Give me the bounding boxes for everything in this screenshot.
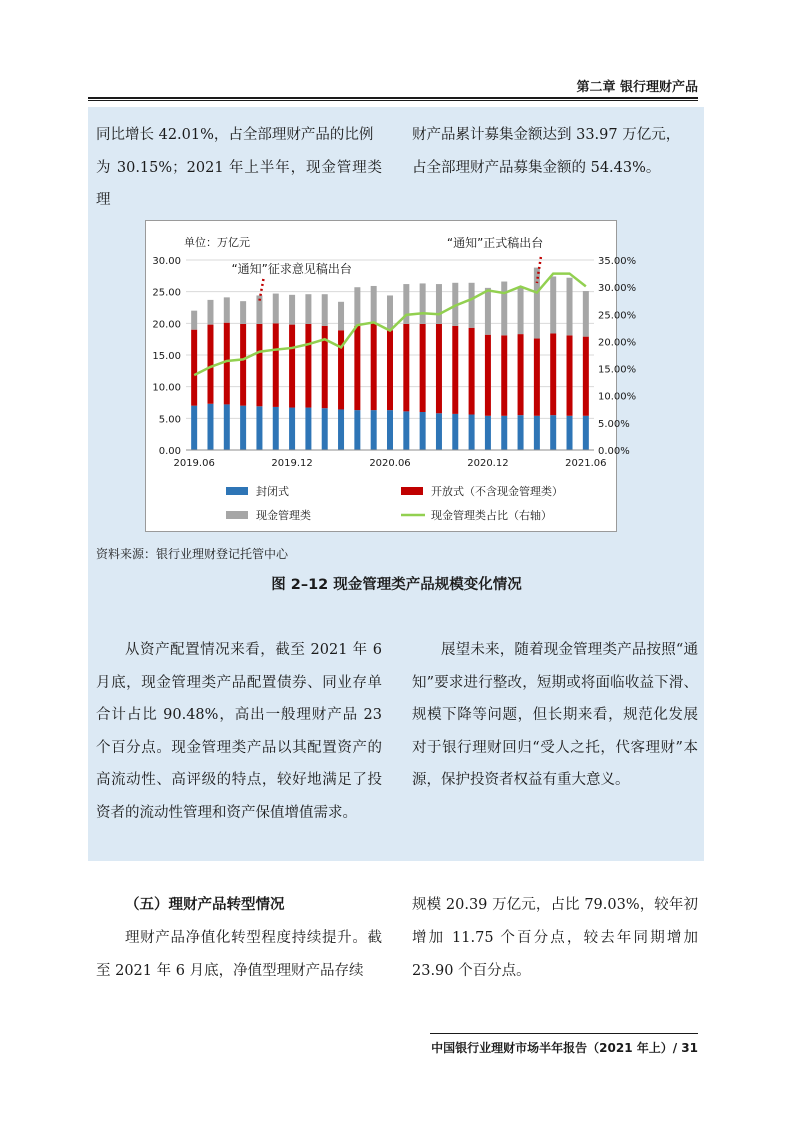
y2-tick-label: 30.00% — [598, 283, 637, 295]
section-left — [96, 889, 382, 988]
bar — [518, 415, 524, 450]
bar — [501, 282, 507, 336]
y2-tick-label: 25.00% — [598, 310, 637, 322]
bar — [583, 337, 589, 416]
bar — [485, 335, 491, 416]
y-tick-label: 0.00 — [158, 446, 181, 457]
unit-label: 单位：万亿元 — [184, 236, 250, 249]
bar — [224, 323, 230, 405]
y-tick-label: 15.00 — [152, 351, 181, 362]
y-tick-label: 5.00 — [158, 414, 181, 426]
legend-swatch — [226, 511, 248, 519]
bar — [436, 284, 442, 324]
box-bottom-right — [412, 634, 698, 797]
paragraph: 规模 20.39 万亿元，占比 79.03%，较年初增加 11.75 个百分点，较去年同期增加 23.90 个百分点。 — [412, 897, 698, 979]
bar — [420, 412, 426, 450]
bar — [256, 406, 262, 450]
bar — [583, 416, 589, 450]
y2-tick-label: 0.00% — [598, 446, 630, 457]
bar — [305, 324, 311, 408]
text-line: 占全部理财产品募集金额的 54.43%。 — [412, 159, 661, 176]
x-tick-label: 2020.12 — [467, 458, 509, 469]
paragraph: 从资产配置情况来看，截至 2021 年 6 月底，现金管理类产品配置债券、同业存单合计占比 90.48%，高出一般理财产品 23 个百分点。现金管理类产品以其配置资产的高流动性、高评级的特点，较好地满足了投资者的流动性管理和资产保值增值需求。 — [96, 642, 382, 821]
box-top-right — [412, 119, 698, 184]
legend-label: 现金管理类 — [256, 509, 311, 522]
bar — [354, 326, 360, 410]
bar — [420, 324, 426, 412]
bar — [485, 288, 491, 335]
bar — [240, 324, 246, 406]
legend — [226, 484, 563, 522]
bar — [469, 415, 475, 450]
y2-tick-label: 15.00% — [598, 364, 637, 376]
bar — [354, 287, 360, 326]
annotation-label: “通知”正式稿出台 — [446, 236, 544, 250]
chapter-header: 第二章 银行理财产品 — [576, 80, 698, 95]
text-line: 财产品累计募集金额达到 33.97 万亿元， — [412, 127, 681, 143]
bar — [518, 287, 524, 335]
bar — [338, 330, 344, 409]
figure-caption: 图 2–12 现金管理类产品规模变化情况 — [271, 577, 522, 593]
y2-tick-label: 35.00% — [598, 256, 637, 267]
bar — [191, 406, 197, 450]
bar — [289, 325, 295, 408]
bar — [371, 286, 377, 323]
legend-swatch — [226, 487, 248, 495]
bar — [567, 416, 573, 450]
bar — [550, 333, 556, 415]
y2-tick-label: 10.00% — [598, 391, 637, 403]
x-tick-label: 2019.12 — [271, 458, 313, 469]
bar — [289, 408, 295, 450]
bar — [518, 334, 524, 415]
page-footer: 中国银行业理财市场半年报告（2021 年上）/ 31 — [431, 1041, 698, 1055]
y2-tick-label: 20.00% — [598, 337, 637, 349]
bar — [550, 276, 556, 333]
bar — [534, 339, 540, 416]
source-note: 资料来源：银行业理财登记托管中心 — [96, 547, 289, 561]
bar — [224, 404, 230, 450]
bar — [534, 416, 540, 450]
box-top-left — [96, 119, 382, 217]
text-line: 为 30.15%；2021 年上半年，现金管理类理 — [96, 159, 382, 208]
bar — [485, 416, 491, 450]
annotation-label: “通知”征求意见稿出台 — [231, 262, 352, 276]
bar — [224, 297, 230, 322]
bar — [469, 328, 475, 415]
bar — [403, 411, 409, 450]
paragraph: 理财产品净值化转型程度持续提升。截至 2021 年 6 月底，净值型理财产品存续 — [96, 930, 382, 979]
bar — [452, 326, 458, 414]
bar — [256, 324, 262, 406]
bar — [403, 324, 409, 411]
bars — [191, 268, 589, 450]
legend-label: 封闭式 — [256, 485, 289, 498]
bar — [387, 410, 393, 450]
x-tick-label: 2019.06 — [173, 458, 215, 469]
bar — [207, 300, 213, 325]
header-rule-thin — [88, 100, 698, 101]
bar — [240, 406, 246, 450]
bar — [240, 301, 246, 324]
bar — [273, 407, 279, 450]
bar — [191, 311, 197, 330]
bar — [371, 410, 377, 450]
y-tick-label: 30.00 — [152, 256, 181, 267]
bar — [322, 294, 328, 326]
bar — [567, 278, 573, 336]
x-tick-label: 2020.06 — [369, 458, 411, 469]
bar — [273, 294, 279, 324]
bar — [207, 404, 213, 450]
bar — [191, 330, 197, 406]
legend-label: 开放式（不含现金管理类） — [431, 485, 563, 498]
chart-svg — [146, 221, 637, 531]
bar — [322, 408, 328, 450]
paragraph: 展望未来，随着现金管理类产品按照“通知”要求进行整改，短期或将面临收益下滑、规模下降等问题，但长期来看，规范化发展对于银行理财回归“受人之托，代客理财”本源，保护投资者权益有重大意义。 — [412, 642, 698, 788]
bar — [567, 335, 573, 415]
bar — [371, 323, 377, 410]
bar — [354, 410, 360, 450]
legend-label: 现金管理类占比（右轴） — [431, 509, 552, 522]
bar — [420, 283, 426, 324]
bar — [501, 416, 507, 450]
bar — [436, 324, 442, 413]
bar — [338, 302, 344, 331]
bar — [387, 330, 393, 410]
footer-rule — [430, 1033, 698, 1034]
bar — [305, 294, 311, 324]
bar — [452, 414, 458, 450]
y-tick-label: 20.00 — [152, 319, 181, 331]
bar — [501, 335, 507, 415]
bar — [583, 291, 589, 337]
chart-frame — [145, 220, 637, 532]
bar — [436, 413, 442, 450]
bar — [207, 325, 213, 404]
x-tick-label: 2021.06 — [565, 458, 607, 469]
bar — [550, 415, 556, 450]
y2-tick-label: 5.00% — [598, 418, 630, 430]
y-tick-label: 25.00 — [152, 287, 181, 299]
text-line: 同比增长 42.01%，占全部理财产品的比例 — [96, 127, 374, 143]
header-rule — [88, 97, 698, 99]
section-title: （五）理财产品转型情况 — [125, 897, 285, 913]
section-right — [412, 889, 698, 988]
bar — [469, 283, 475, 328]
legend-swatch — [401, 487, 423, 495]
bar — [273, 323, 279, 407]
bar — [338, 409, 344, 450]
bar — [305, 408, 311, 450]
y-tick-label: 10.00 — [152, 382, 181, 394]
bar — [387, 295, 393, 330]
bar — [289, 295, 295, 325]
box-bottom-left — [96, 634, 382, 829]
